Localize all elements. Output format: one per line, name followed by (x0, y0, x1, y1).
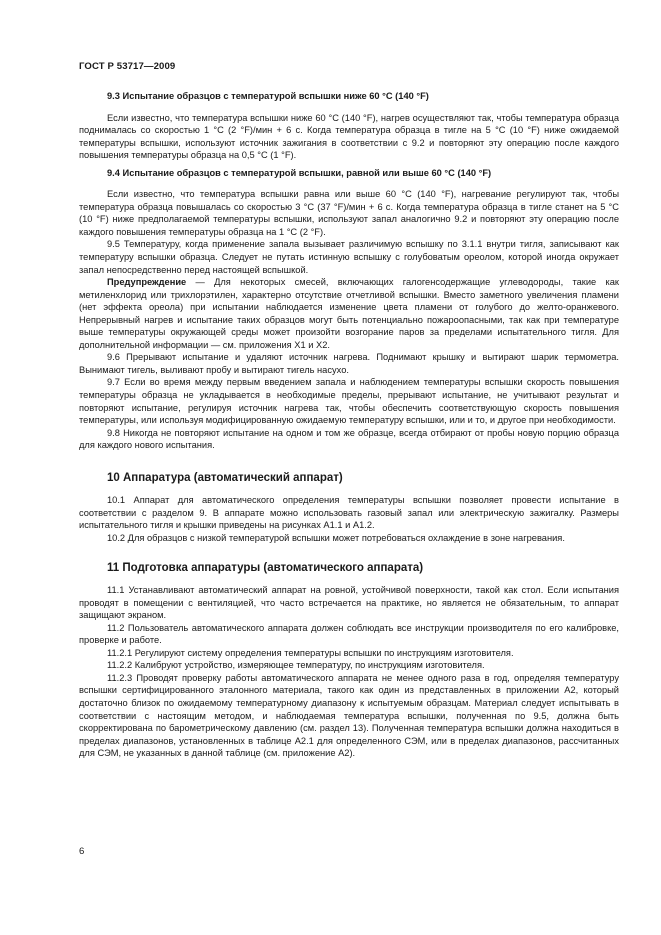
section-9-5-text: 9.5 Температуру, когда применение запала вызывает различимую вспышку по 3.1.1 внутри тигля, записывают как температуру вспышки образца. Следует не путать истинную вспышку с голубоватым ореолом, которой иногда окружает запал непосредственно перед настоящей вспышкой. (79, 239, 619, 275)
section-10-title: 10 Аппаратура (автоматический аппарат) (107, 471, 343, 484)
section-9-4-text: Если известно, что температура вспышки равна или выше 60 °С (140 °F), нагревание регулируют так, чтобы температура образца повышалась со скоростью 3 °С (37 °F)/мин + 6 с. Когда температура образца в тигле станет на 5 °С (10 °F) ниже предполагаемой температуры вспышки, используют запал аналогично 9.2 и повторяют эту операцию после каждого повышения температуры образца на 1 °С (2 °F). (79, 189, 619, 237)
section-9-6-text: 9.6 Прерывают испытание и удаляют источник нагрева. Поднимают крышку и вытирают шарик термометра. Вынимают тигель, выливают пробу и вытирают тигель насухо. (79, 352, 619, 375)
section-11-2-1-text: 11.2.1 Регулируют систему определения температуры вспышки по инструкциям изготовителя. (107, 647, 514, 658)
section-11-1-text: 11.1 Устанавливают автоматический аппарат на ровной, устойчивой поверхности, такой как стол. Если испытания проводят в помещении с вентиляцией, что часто встречается на практике, но является не обязательным, то аппарат защищают экраном. (79, 585, 619, 621)
section-10-1-text: 10.1 Аппарат для автоматического определения температуры вспышки позволяет провести испытание в соответствии с разделом 9. В аппарате можно использовать газовый запал или электрическую зажигалку. Размеры испытательного тигля и крышки приведены на рисунках А1.1 и А1.2. (79, 495, 619, 531)
standard-header: ГОСТ Р 53717—2009 (79, 61, 176, 72)
section-9-8-text: 9.8 Никогда не повторяют испытание на одном и том же образце, всегда отбирают от пробы новую порцию образца для каждого нового испытания. (79, 427, 619, 451)
warning-text: — Для некоторых смесей, включающих галогенсодержащие углеводороды, такие как метиленхлорид или трихлорэтилен, характерно отсутствие отчетливой вспышки. Вместо заметного увеличения пламени (нет эффекта ореола) при испытании наблюдается изменение цвета пламени от голубого до желто-оранжевого. Непрерывный нагрев и испытание таких образцов могут быть потенциально пожароопасными, так как при температуре выше температуры окружающей среды может произойти возгорание паров за пределами испытательного тигля. Для дополнительной информации — см. приложения Х1 и Х2. (79, 277, 619, 350)
section-9-3-title: 9.3 Испытание образцов с температурой вспышки ниже 60 °С (140 °F) (107, 91, 429, 101)
section-11-2-2-text: 11.2.2 Калибруют устройство, измеряющее температуру, по инструкциям изготовителя. (107, 660, 485, 671)
warning-label: Предупреждение (107, 277, 187, 288)
warning-paragraph (79, 276, 619, 351)
section-10-2-text: 10.2 Для образцов с низкой температурой вспышки может потребоваться охлаждение в зоне нагревания. (107, 532, 565, 543)
document-body (79, 90, 619, 760)
section-9-4-title: 9.4 Испытание образцов с температурой вспышки, равной или выше 60 °С (140 °F) (107, 167, 492, 178)
section-11-title: 11 Подготовка аппаратуры (автоматического аппарата) (107, 561, 424, 574)
section-9-3-text: Если известно, что температура вспышки ниже 60 °С (140 °F), нагрев осуществляют так, чтобы температура образца поднималась со скоростью 1 °С (2 °F)/мин + 6 с. Когда температура образца в тигле на 5 °С (10 °F) ниже ожидаемой температуры вспышки, используют источник зажигания в соответствии с 9.2 и повторяют эту операцию после каждого повышения температуры образца на 0,5 °С (1 °F). (79, 112, 619, 161)
section-9-7-text: 9.7 Если во время между первым введением запала и наблюдением температуры вспышки скорость повышения температуры образца не укладывается в необходимые пределы, прерывают испытание, не учитывают результат и повторяют испытание, регулируя источник нагрева так, чтобы обеспечить соответствующую скорость повышения температуры, или используя модифицированную ожидаемую температуру вспышки, или и то, и другое при необходимости. (79, 377, 619, 426)
section-11-2-text: 11.2 Пользователь автоматического аппарата должен соблюдать все инструкции производителя по его калибровке, проверке и работе. (79, 622, 619, 646)
page-number: 6 (79, 846, 85, 857)
section-11-2-3-text: 11.2.3 Проводят проверку работы автоматического аппарата не менее одного раза в год, определяя температуру вспышки сертифицированного эталонного материала, такого как один из представленных в приложении А2, который достаточно близок по ожидаемому температурному диапазону к испытуемым образцам. Материал следует испытывать в соответствии с настоящим методом, и наблюдаемая температура вспышки, полученная по 9.5, должна быть скорректирована по барометрическому давлению (см. раздел 13). Полученная температура вспышки должна находиться в пределах диапазонов, установленных в таблице А2.1 для определенного СЭМ, или в пределах диапазонов, рассчитанных для СЭМ, не указанных в данной таблице (см. приложение А2). (79, 672, 619, 759)
